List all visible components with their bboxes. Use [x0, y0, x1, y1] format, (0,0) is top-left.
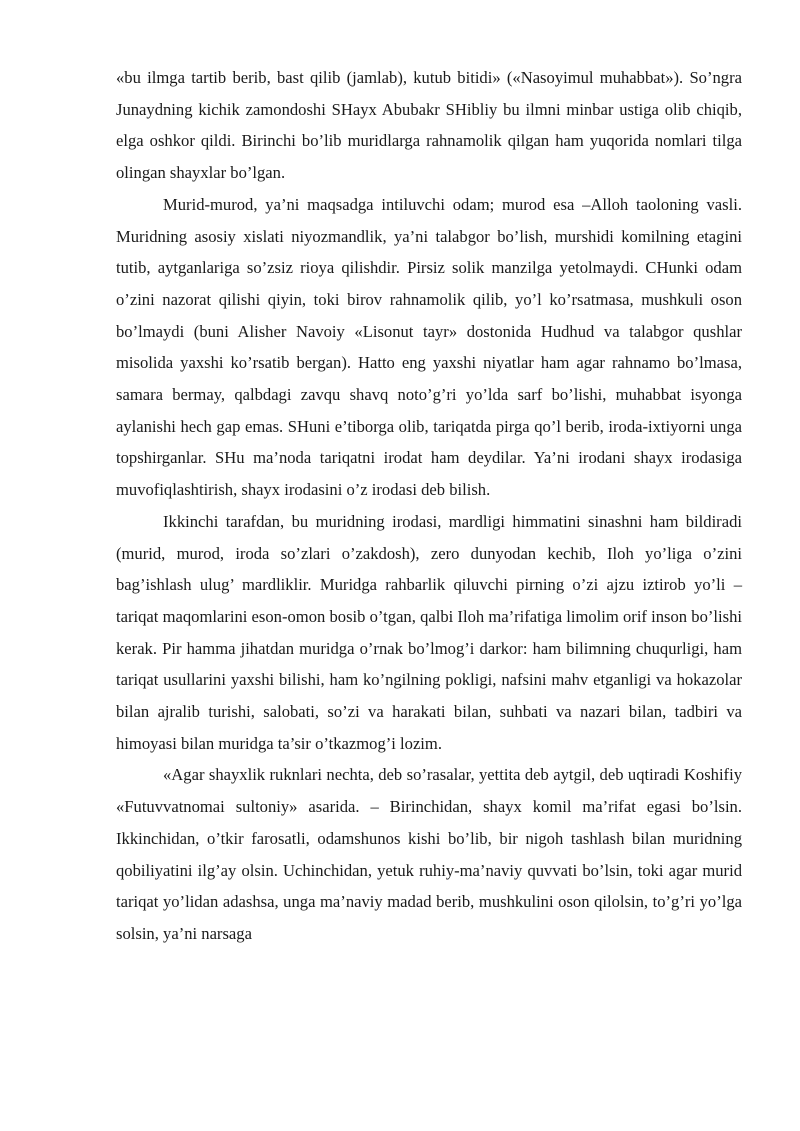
paragraph-3: Ikkinchi tarafdan, bu muridning irodasi, mardligi himmatini sinashni ham bildiradi (murid, murod, iroda so’zlari o’zakdosh), zero dunyodan kechib, Iloh yo’liga o’zini bag’ishlash ulug’ mardliklir. Muridga rahbarlik qiluvchi pirning o’zi ajzu iztirob yo’li – tariqat maqomlarini eson-omon bosib o’tgan, qalbi Iloh ma’rifatiga limolim orif inson bo’lishi kerak. Pir hamma jihatdan muridga o’rnak bo’lmog’i darkor: ham bilimning chuqurligi, ham tariqat usullarini yaxshi bilishi, ham ko’ngilning pokligi, nafsini mahv etganligi va hokazolar bilan ajralib turishi, salobati, so’zi va harakati bilan, suhbati va nazari bilan, tadbiri va himoyasi bilan muridga ta’sir o’tkazmog’i lozim. [116, 511, 742, 753]
paragraph-1: «bu ilmga tartib berib, bast qilib (jamlab), kutub bitidi» («Nasoyimul muhabbat»). So’ngra Junaydning kichik zamondoshi SHayx Abubakr SHibliy bu ilmni minbar ustiga olib chiqib, elga oshkor qildi. Birinchi bo’lib muridlarga rahnamolik qilgan ham yuqorida nomlari tilga olingan shayxlar bo’lgan. [116, 68, 742, 183]
paragraph-2: Murid-murod, ya’ni maqsadga intiluvchi odam; murod esa –Alloh taoloning vasli. Muridning asosiy xislati niyozmandlik, ya’ni talabgor bo’lish, murshidi komilning etagini tutib, aytganlariga so’zsiz rioya qilishdir. Pirsiz solik manzilga yetolmaydi. CHunki odam o’zini nazorat qilishi qiyin, toki birov rahnamolik qilib, yo’l ko’rsatmasa, mushkuli oson bo’lmaydi (buni Alisher Navoiy «Lisonut tayr» dostonida Hudhud va talabgor qushlar misolida yaxshi ko’rsatib bergan). Hatto eng yaxshi niyatlar ham agar rahnamo bo’lmasa, samara bermay, qalbdagi zavqu shavq noto’g’ri yo’lda sarf bo’lishi, muhabbat isyonga aylanishi hech gap emas. SHuni e’tiborga olib, tariqatda pirga qo’l berib, iroda-ixtiyorni unga topshirganlar. SHu ma’noda tariqatni irodat ham deydilar. Ya’ni irodani shayx irodasiga muvofiqlashtirish, shayx irodasini o’z irodasi deb bilish. [116, 194, 742, 500]
document-page [116, 62, 742, 950]
paragraph-4: «Agar shayxlik ruknlari nechta, deb so’rasalar, yettita deb aytgil, deb uqtiradi Koshifiy «Futuvvatnomai sultoniy» asarida. – Birinchidan, shayx komil ma’rifat egasi bo’lsin. Ikkinchidan, o’tkir farosatli, odamshunos kishi bo’lib, bir nigoh tashlash bilan muridning qobiliyatini ilg’ay olsin. Uchinchidan, yetuk ruhiy-ma’naviy quvvati bo’lsin, toki agar murid tariqat yo’lidan adashsa, unga ma’naviy madad berib, mushkulini oson qilolsin, to’g’ri yo’lga solsin, ya’ni narsaga [116, 765, 742, 943]
